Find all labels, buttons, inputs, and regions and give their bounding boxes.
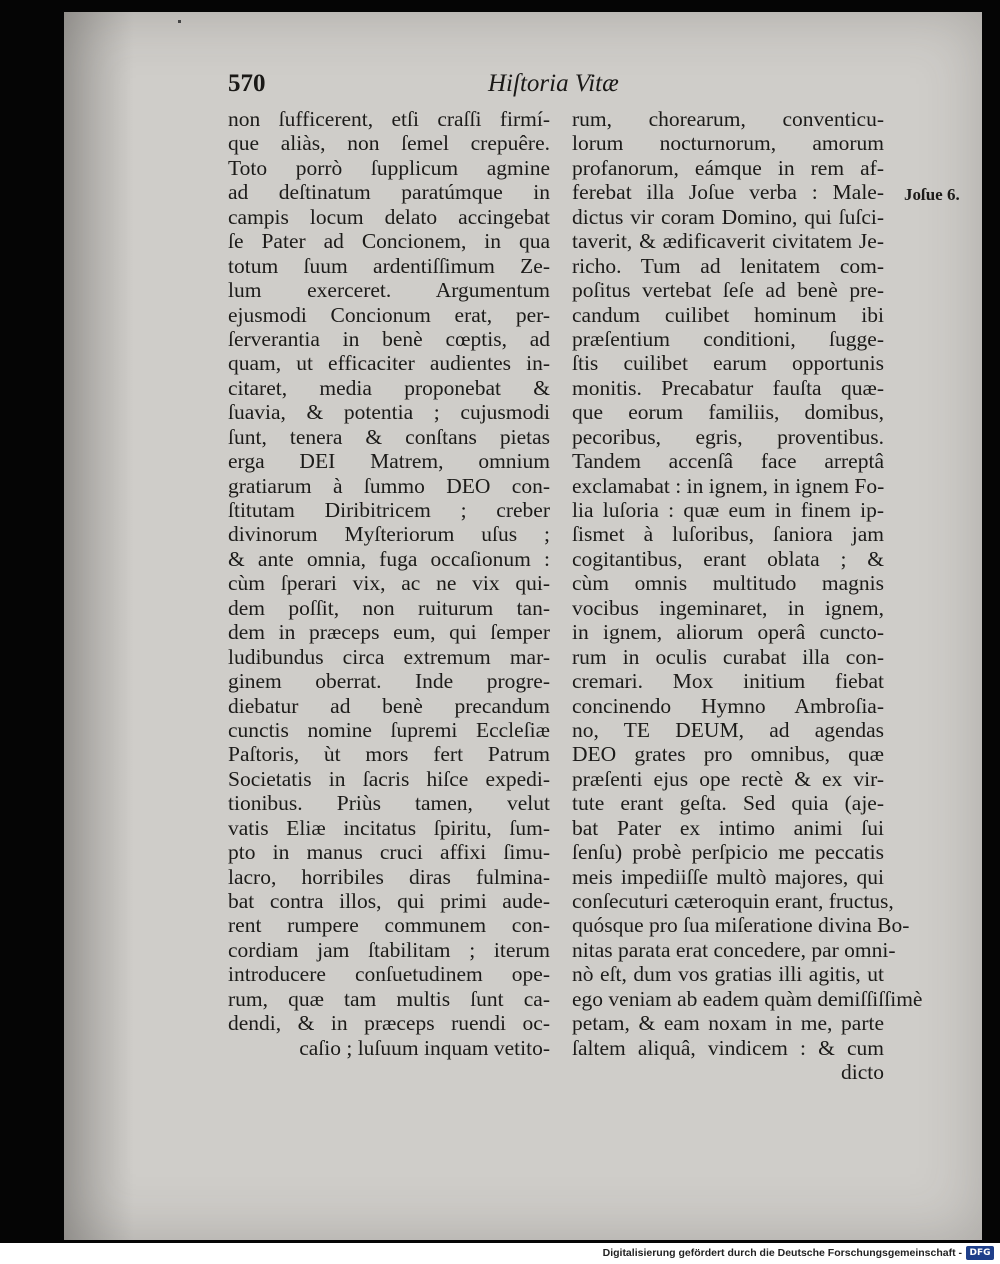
text-line: ad deſtinatum paratúmque in	[228, 180, 550, 205]
text-line: que aliàs, non ſemel crepuêre.	[228, 131, 550, 156]
text-line: & ante omnia, fuga occaſionum :	[228, 546, 550, 571]
text-line: lia luſoria : quæ eum in finem ip-	[572, 498, 884, 522]
text-line: Toto porrò ſupplicum agmine	[228, 155, 550, 180]
text-line: profanorum, eámque in rem af-	[572, 155, 884, 180]
text-line: rum in oculis curabat illa con-	[572, 644, 884, 669]
text-line: ſenſu) probè perſpicio me peccatis	[572, 840, 884, 865]
text-line: dictus vir coram Domino, qui ſuſci-	[572, 204, 884, 229]
text-line: meis impediiſſe multò majores, qui	[572, 864, 884, 889]
text-line: exclamabat : in ignem, in ignem Fo-	[572, 473, 885, 498]
text-line: ſtis cuilibet earum opportunis	[572, 351, 884, 376]
text-line: introducere conſuetudinem ope-	[228, 962, 550, 987]
text-line: conſecuturi cæteroquin erant, fructus,	[572, 889, 894, 913]
text-line: bat Pater ex intimo animi ſui	[572, 815, 884, 840]
text-line: ſerverantia in benè cœptis, ad	[228, 326, 550, 351]
gutter-shadow	[64, 12, 134, 1240]
text-line: poſitus vertebat ſeſe ad benè pre-	[572, 278, 884, 303]
text-line: ſaltem aliquâ, vindicem : & cum	[572, 1035, 884, 1060]
text-line: ego veniam ab eadem quàm demiſſiſſimè	[572, 986, 923, 1011]
text-line: ejusmodi Concionum erat, per-	[228, 302, 550, 327]
dfg-logo: DFG	[966, 1246, 994, 1260]
text-line: rum, quæ tam multis ſunt ca-	[228, 986, 550, 1011]
text-line: richo. Tum ad lenitatem com-	[572, 253, 884, 278]
text-line: dem poſſit, non ruiturum tan-	[228, 595, 550, 620]
footer-bar	[0, 1243, 1000, 1264]
text-line: dem in præceps eum, qui ſemper	[228, 620, 550, 645]
text-line: no, TE DEUM, ad agendas	[572, 717, 884, 742]
right-text-column	[572, 107, 923, 1085]
text-line: cùm omnis multitudo magnis	[572, 571, 884, 596]
text-line: cremari. Mox initium fiebat	[572, 669, 884, 694]
text-line: monitis. Precabatur fauſta quæ-	[572, 375, 884, 400]
text-line: dicto	[841, 1060, 884, 1085]
text-line: ſunt, tenera & conſtans pietas	[228, 424, 550, 449]
text-line: totum ſuum ardentiſſimum Ze-	[228, 253, 550, 278]
text-line: diebatur ad benè precandum	[228, 693, 550, 718]
scan-dust-mark	[178, 20, 181, 23]
text-line: vocibus ingeminaret, in ignem,	[572, 595, 884, 620]
text-line: præſentium conditioni, ſugge-	[572, 326, 884, 351]
text-line: citaret, media proponebat &	[228, 375, 550, 400]
text-line: ſe Pater ad Concionem, in qua	[228, 229, 550, 254]
text-line: Societatis in ſacris hiſce expedi-	[228, 766, 550, 791]
text-line: cordiam jam ſtabilitam ; iterum	[228, 937, 550, 962]
text-line: Paſtoris, ùt mors fert Patrum	[228, 742, 550, 767]
text-line: vatis Eliæ incitatus ſpiritu, ſum-	[228, 815, 550, 840]
text-line: cùm ſperari vix, ac ne vix qui-	[228, 571, 550, 596]
text-line: rent rumpere communem con-	[228, 913, 550, 938]
text-line: que eorum familiis, domibus,	[572, 400, 884, 425]
text-line: rum, chorearum, conventicu-	[572, 107, 884, 131]
text-line: nitas parata erat concedere, par omni-	[572, 937, 896, 962]
text-line: quósque pro ſua miſeratione divina Bo-	[572, 913, 910, 938]
text-line: bat contra illos, qui primi aude-	[228, 889, 550, 913]
text-line: tute erant geſta. Sed quia (aje-	[572, 791, 884, 816]
page-header	[228, 70, 888, 104]
text-line: erga DEI Matrem, omnium	[228, 449, 550, 474]
text-line: ſuavia, & potentia ; cujusmodi	[228, 400, 550, 425]
text-line: lorum nocturnorum, amorum	[572, 131, 884, 156]
left-text-column	[228, 107, 550, 1060]
text-line: lum exerceret. Argumentum	[228, 278, 550, 303]
text-line: cogitantibus, erant oblata ; &	[572, 546, 884, 571]
text-line: candum cuilibet hominum ibi	[572, 302, 884, 327]
text-line: caſio ; luſuum inquam vetito-	[299, 1035, 550, 1060]
text-line: non ſufficerent, etſi craſſi firmí-	[228, 107, 550, 131]
text-line: nò eſt, dum vos gratias illi agitis, ut	[572, 962, 884, 987]
text-line: pto in manus cruci affixi ſimu-	[228, 840, 550, 865]
text-line: taverit, & ædificaverit civitatem Je-	[572, 229, 884, 254]
text-line: ſtitutam Diribitricem ; creber	[228, 498, 550, 522]
text-line: ſismet à luſoribus, ſaniora jam	[572, 522, 884, 547]
running-title: Hiſtoria Vitæ	[488, 70, 619, 97]
text-line: DEO grates pro omnibus, quæ	[572, 742, 884, 767]
text-line: quam, ut efficaciter audientes in-	[228, 351, 550, 376]
text-line: ginem oberrat. Inde progre-	[228, 669, 550, 694]
margin-note: Joſue 6.	[904, 185, 960, 204]
text-line: ferebat illa Joſue verba : Male-	[572, 180, 884, 205]
text-line: lacro, horribiles diras fulmina-	[228, 864, 550, 889]
funding-notice: Digitalisierung gefördert durch die Deutsche Forschungsgemeinschaft -	[602, 1247, 962, 1259]
text-line: dendi, & in præceps ruendi oc-	[228, 1011, 550, 1036]
page-number: 570	[228, 70, 266, 97]
text-line: præſenti ejus ope rectè & ex vir-	[572, 766, 884, 791]
text-line: in ignem, aliorum operâ cuncto-	[572, 620, 884, 645]
text-line: campis locum delato accingebat	[228, 204, 550, 229]
text-line: cunctis nomine ſupremi Eccleſiæ	[228, 717, 550, 742]
text-line: pecoribus, egris, proventibus.	[572, 424, 884, 449]
text-line: divinorum Myſteriorum uſus ;	[228, 522, 550, 547]
text-line: petam, & eam noxam in me, parte	[572, 1011, 884, 1036]
text-line: tionibus. Priùs tamen, velut	[228, 791, 550, 816]
text-line: gratiarum à ſummo DEO con-	[228, 473, 550, 498]
text-line: concinendo Hymno Ambroſia-	[572, 693, 884, 718]
text-line: Tandem accenſâ face arreptâ	[572, 449, 884, 474]
text-line: ludibundus circa extremum mar-	[228, 644, 550, 669]
